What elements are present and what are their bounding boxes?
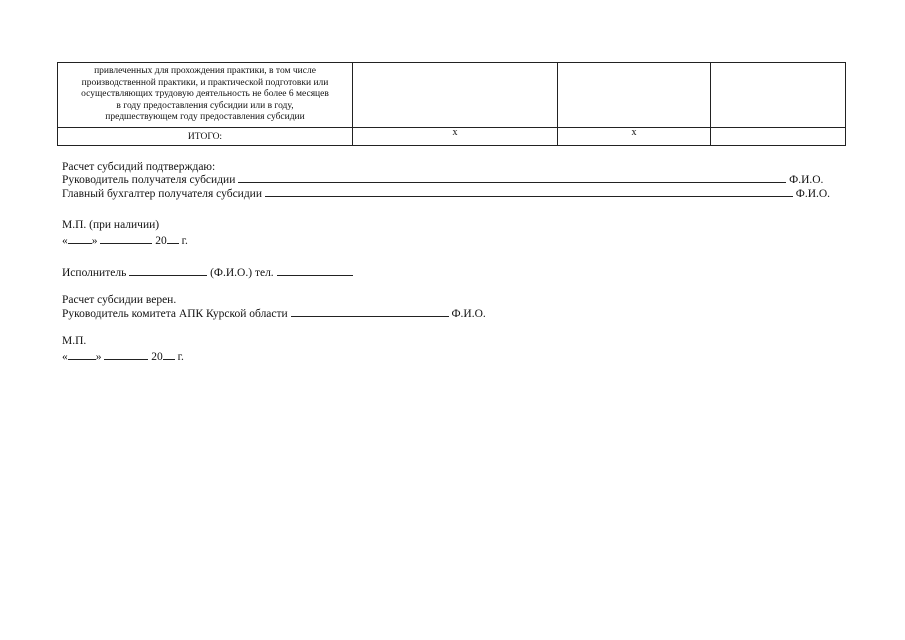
verify-heading: Расчет субсидии верен.	[62, 294, 177, 306]
year-field[interactable]	[167, 233, 179, 244]
table-cell	[352, 62, 558, 128]
accountant-label: Главный бухгалтер получателя субсидии	[62, 188, 262, 200]
description-line: производственной практики, и практической подготовки или	[81, 77, 329, 88]
day-field[interactable]	[68, 233, 92, 244]
total-col4	[710, 127, 846, 146]
year-suffix: г.	[181, 235, 188, 247]
verify-fio: Ф.И.О.	[451, 308, 486, 320]
accountant-fio: Ф.И.О.	[795, 188, 831, 200]
executor-label: Исполнитель	[62, 267, 127, 279]
executor-fio: (Ф.И.О.)	[210, 267, 253, 279]
verify-signature-line	[62, 306, 486, 321]
accountant-signature-line	[62, 186, 830, 201]
head-label: Руководитель получателя субсидии	[62, 174, 236, 186]
head-signature-line	[62, 172, 823, 187]
month-field[interactable]	[104, 349, 148, 360]
accountant-signature-field[interactable]	[265, 186, 793, 197]
subsidy-table	[57, 62, 846, 146]
verify-label: Руководитель комитета АПК Курской области	[62, 308, 288, 320]
description-cell	[57, 62, 353, 128]
stamp-label: М.П.	[62, 335, 87, 347]
month-field[interactable]	[100, 233, 152, 244]
table-cell	[557, 62, 711, 128]
year-prefix: 20	[151, 351, 163, 363]
date-line	[62, 349, 184, 364]
description-line: в году предоставления субсидии или в году,	[116, 100, 294, 111]
year-field[interactable]	[163, 349, 175, 360]
executor-tel-label: тел.	[254, 267, 274, 279]
total-label: ИТОГО:	[57, 127, 353, 146]
year-prefix: 20	[155, 235, 167, 247]
executor-tel-field[interactable]	[277, 265, 353, 276]
table-cell	[710, 62, 846, 128]
description-line: осуществляющих трудовую деятельность не более 6 месяцев	[81, 89, 329, 99]
verify-signature-field[interactable]	[291, 306, 449, 317]
description-line: привлеченных для прохождения практики, в том числе	[94, 66, 316, 76]
date-line	[62, 233, 188, 248]
total-col3-mark: х	[557, 127, 711, 146]
executor-line	[62, 265, 353, 280]
executor-field[interactable]	[129, 265, 207, 276]
head-fio: Ф.И.О.	[789, 174, 824, 186]
stamp-label: М.П. (при наличии)	[62, 219, 160, 231]
year-suffix: г.	[177, 351, 184, 363]
quote-close: »	[95, 351, 102, 363]
description-line: предшествующем году предоставления субсидии	[105, 112, 305, 122]
day-field[interactable]	[68, 349, 96, 360]
head-signature-field[interactable]	[238, 172, 786, 183]
total-col2-mark: х	[352, 127, 558, 146]
quote-open: «	[62, 235, 68, 247]
quote-close: »	[91, 235, 98, 247]
quote-open: «	[62, 351, 68, 363]
confirm-heading: Расчет субсидий подтверждаю:	[62, 161, 216, 173]
